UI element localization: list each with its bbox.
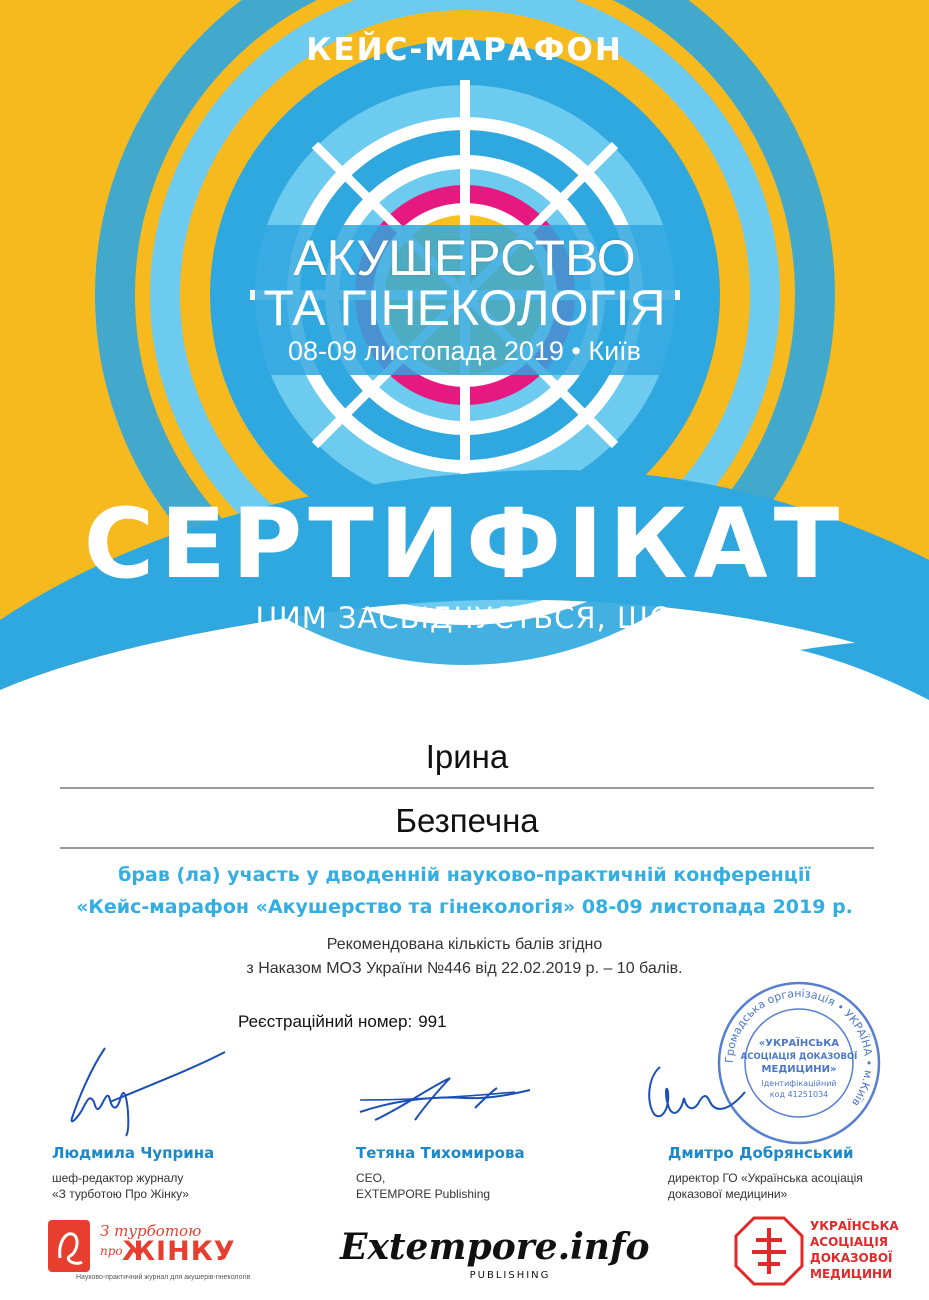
signer-1-role: «З турботою Про Жінку» xyxy=(52,1187,189,1201)
extempore-logo-main: Extempore.info xyxy=(340,1226,650,1268)
signer-2-role: EXTEMPORE Publishing xyxy=(356,1187,491,1201)
zhinka-logo-tagline: Науково-практичний журнал для акушерів-гінекологів xyxy=(76,1274,251,1281)
signer-1-role: шеф-редактор журналу xyxy=(52,1171,184,1185)
signer-2-role: CEO, xyxy=(356,1171,386,1185)
uadm-logo-line4: МЕДИЦИНИ xyxy=(810,1267,893,1281)
signer-3-role: доказової медицини» xyxy=(668,1187,788,1201)
stamp-line5: код 41251034 xyxy=(769,1090,829,1099)
stamp-line4: Ідентифікаційний xyxy=(761,1079,837,1088)
stamp-line2: АСОЦІАЦІЯ ДОКАЗОВОЇ xyxy=(740,1052,858,1062)
signature-1 xyxy=(60,1040,230,1140)
participation-text-line1: брав (ла) участь у дводенній науково-практичній конференції xyxy=(118,864,811,886)
uadm-logo-icon xyxy=(734,1216,804,1286)
event-series-title: КЕЙС-МАРАФОН xyxy=(306,32,623,68)
participation-text-line2: «Кейс-марафон «Акушерство та гінекологія» 08-09 листопада 2019 р. xyxy=(76,896,853,918)
zhinka-logo-pro: про xyxy=(100,1244,123,1258)
signer-3-role: директор ГО «Українська асоціація xyxy=(668,1171,863,1185)
event-title-line1: АКУШЕРСТВО xyxy=(293,230,636,286)
stamp-line3: МЕДИЦИНИ» xyxy=(761,1064,837,1075)
signer-2-name: Тетяна Тихомирова xyxy=(356,1144,525,1162)
recipient-last-name: Безпечна xyxy=(395,802,539,839)
points-text-line1: Рекомендована кількість балів згідно xyxy=(326,936,603,953)
divider xyxy=(60,787,874,789)
event-date: 08-09 листопада 2019 • Київ xyxy=(287,336,642,366)
certificate-title: СЕРТИФІКАТ xyxy=(83,488,846,600)
organization-stamp xyxy=(716,980,882,1146)
uadm-logo-line2: АСОЦІАЦІЯ xyxy=(810,1235,889,1249)
signature-2 xyxy=(355,1070,535,1130)
signer-3-name: Дмитро Добрянський xyxy=(668,1144,854,1162)
registration-value: 991 xyxy=(418,1012,447,1031)
zhinka-logo-top: З турботою xyxy=(100,1222,202,1240)
divider xyxy=(60,847,874,849)
recipient-first-name: Ірина xyxy=(425,738,509,775)
certificate-subtitle: ЦИМ ЗАСВІДЧУЄТЬСЯ, ЩО xyxy=(255,601,674,635)
uadm-logo-line3: ДОКАЗОВОЇ xyxy=(810,1251,893,1265)
points-text-line2: з Наказом МОЗ України №446 від 22.02.2019 р. – 10 балів. xyxy=(246,960,683,977)
event-title-line2: ТА ГІНЕКОЛОГІЯ xyxy=(263,280,666,336)
signer-1-name: Людмила Чуприна xyxy=(52,1144,215,1162)
extempore-logo-sub: PUBLISHING xyxy=(469,1270,551,1281)
stamp-line1: «УКРАЇНСЬКА xyxy=(758,1038,840,1049)
registration-number xyxy=(238,1012,447,1032)
registration-label: Реєстраційний номер: xyxy=(238,1012,413,1031)
zhinka-logo-main: ЖІНКУ xyxy=(122,1236,236,1267)
uadm-logo-line1: УКРАЇНСЬКА xyxy=(810,1219,899,1233)
stamp-outer-text: Громадська організація • УКРАЇНА • м.Київ xyxy=(722,986,876,1109)
